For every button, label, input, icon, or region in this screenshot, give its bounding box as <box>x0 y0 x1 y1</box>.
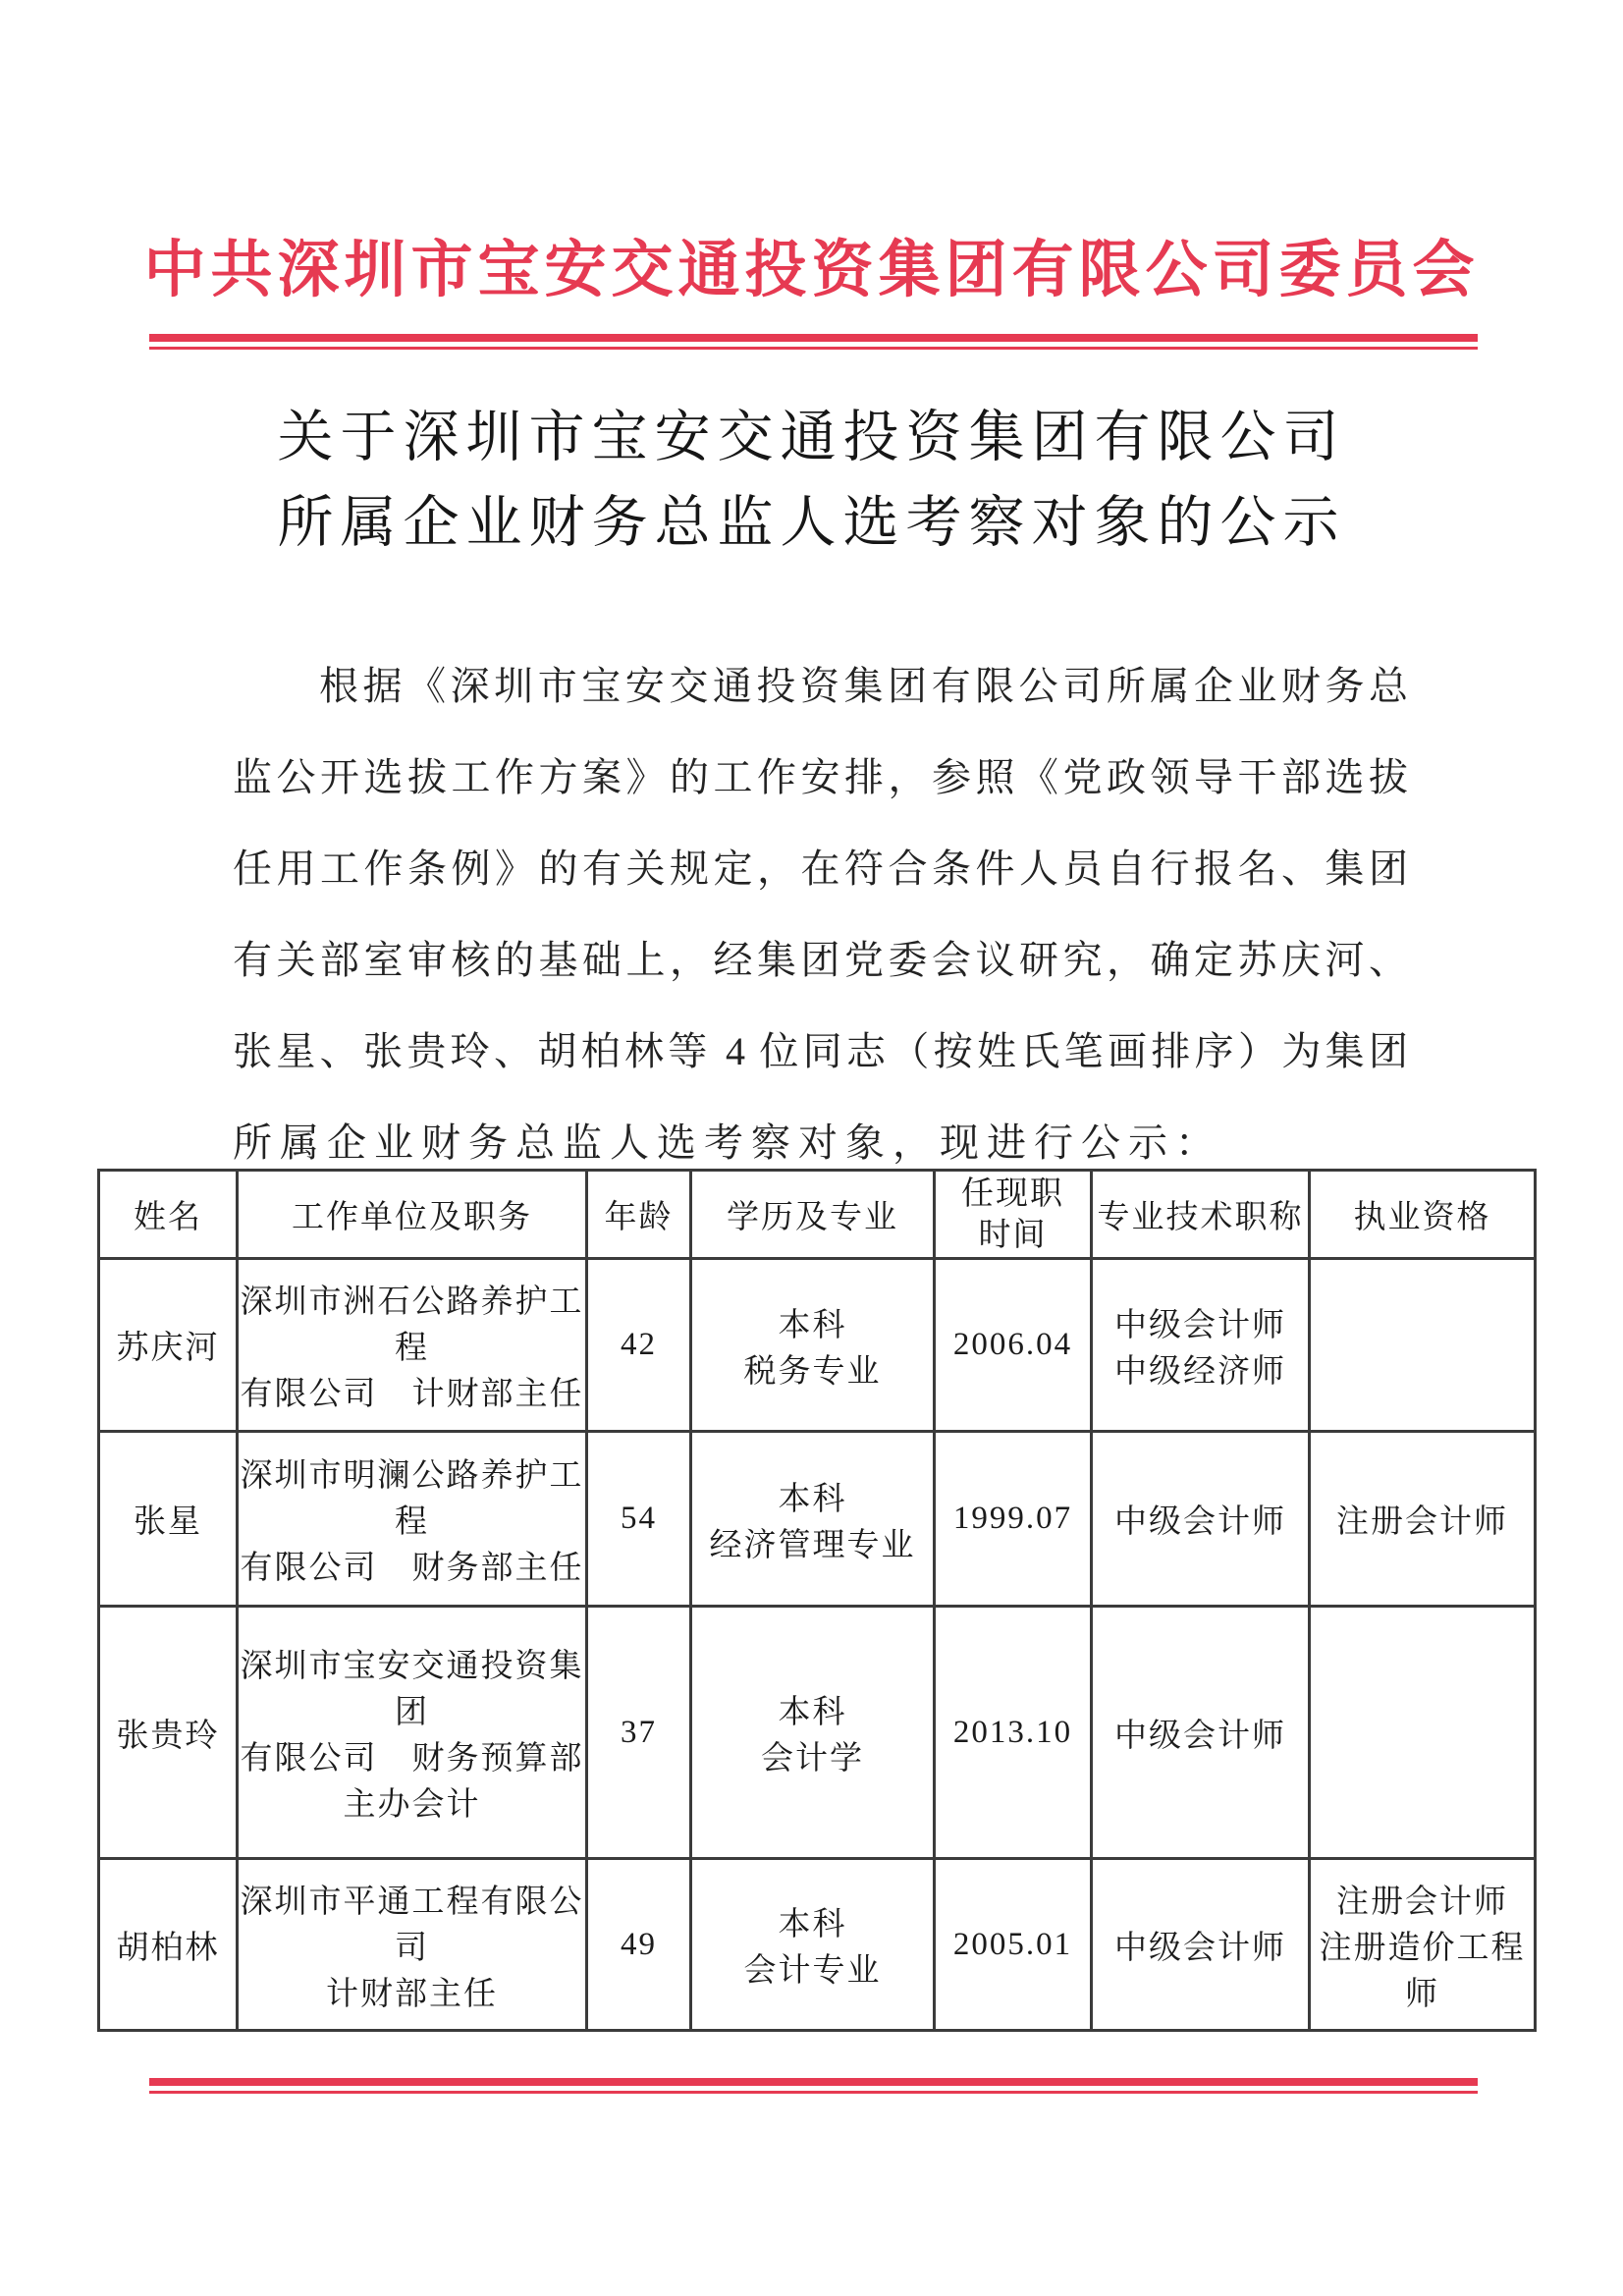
document-title-line-2: 所属企业财务总监人选考察对象的公示 <box>277 492 1346 554</box>
cell-education <box>691 1607 935 1859</box>
tenure-header-line-1: 任现职 <box>961 1175 1064 1212</box>
cell-age: 37 <box>587 1607 691 1859</box>
cell-name: 胡柏林 <box>99 1859 238 2031</box>
document-title <box>0 395 1623 566</box>
footer-double-rule <box>149 2078 1478 2094</box>
education-line: 税务专业 <box>743 1353 882 1390</box>
cell-certs <box>1310 1859 1536 2031</box>
table-row <box>99 1607 1536 1859</box>
body-paragraph <box>233 640 1408 1188</box>
paragraph-line: 有关部室审核的基础上，经集团党委会议研究，确定苏庆河、 <box>233 938 1408 982</box>
cell-tenure: 2006.04 <box>935 1259 1092 1432</box>
column-header-certs: 执业资格 <box>1310 1171 1536 1259</box>
education-line: 本科 <box>778 1907 847 1942</box>
rule-thick-line <box>149 2078 1478 2086</box>
paragraph-line: 任用工作条例》的有关规定，在符合条件人员自行报名、集团 <box>233 847 1408 891</box>
cell-titles: 中级会计师 <box>1092 1432 1310 1607</box>
header-double-rule <box>149 334 1478 350</box>
rule-thin-line <box>149 347 1478 350</box>
cell-work-unit <box>238 1607 587 1859</box>
education-line: 本科 <box>778 1307 847 1343</box>
paragraph-line: 根据《深圳市宝安交通投资集团有限公司所属企业财务总 <box>319 664 1408 708</box>
cell-name: 张贵玲 <box>99 1607 238 1859</box>
rule-thick-line <box>149 334 1478 342</box>
work-unit-line: 主办会计 <box>343 1787 481 1823</box>
org-header-title: 中共深圳市宝安交通投资集团有限公司委员会 <box>143 236 1480 304</box>
candidate-table <box>97 1169 1537 2032</box>
work-unit-line: 深圳市明澜公路养护工程 <box>240 1458 584 1540</box>
paragraph-line: 监公开选拔工作方案》的工作安排，参照《党政领导干部选拔 <box>233 755 1408 799</box>
work-unit-line: 深圳市平通工程有限公司 <box>240 1884 584 1966</box>
work-unit-line: 有限公司 财务部主任 <box>240 1551 584 1586</box>
column-header-education: 学历及专业 <box>691 1171 935 1259</box>
cell-work-unit <box>238 1259 587 1432</box>
table-header-row <box>99 1171 1536 1259</box>
column-header-name: 姓名 <box>99 1171 238 1259</box>
table-row <box>99 1432 1536 1607</box>
education-line: 会计专业 <box>743 1953 882 1989</box>
column-header-work-unit: 工作单位及职务 <box>238 1171 587 1259</box>
cell-work-unit <box>238 1859 587 2031</box>
cell-certs-empty <box>1310 1607 1536 1859</box>
cell-age: 49 <box>587 1859 691 2031</box>
cell-work-unit <box>238 1432 587 1607</box>
cell-name: 苏庆河 <box>99 1259 238 1432</box>
cell-titles: 中级会计师 <box>1092 1607 1310 1859</box>
work-unit-line: 深圳市宝安交通投资集团 <box>240 1649 584 1730</box>
cell-tenure: 1999.07 <box>935 1432 1092 1607</box>
education-line: 本科 <box>778 1481 847 1517</box>
document-title-line-1: 关于深圳市宝安交通投资集团有限公司 <box>277 407 1346 468</box>
cell-titles: 中级会计师 <box>1092 1859 1310 2031</box>
cell-certs-empty <box>1310 1259 1536 1432</box>
work-unit-line: 计财部主任 <box>326 1976 498 2012</box>
education-line: 本科 <box>778 1695 847 1730</box>
work-unit-line: 有限公司 计财部主任 <box>240 1377 584 1412</box>
cell-education <box>691 1859 935 2031</box>
table-row <box>99 1859 1536 2031</box>
work-unit-line: 深圳市洲石公路养护工程 <box>240 1285 584 1366</box>
cell-tenure: 2005.01 <box>935 1859 1092 2031</box>
rule-thin-line <box>149 2091 1478 2094</box>
paragraph-line: 所属企业财务总监人选考察对象，现进行公示： <box>233 1121 1222 1165</box>
tenure-header-line-2: 时间 <box>978 1217 1048 1253</box>
cell-age: 42 <box>587 1259 691 1432</box>
cell-certs: 注册会计师 <box>1310 1432 1536 1607</box>
cell-education <box>691 1432 935 1607</box>
cert-line: 注册造价工程师 <box>1319 1930 1526 2012</box>
education-line: 会计学 <box>761 1741 864 1777</box>
title-line: 中级会计师 <box>1114 1307 1286 1343</box>
column-header-age: 年龄 <box>587 1171 691 1259</box>
cell-titles <box>1092 1259 1310 1432</box>
table-row <box>99 1259 1536 1432</box>
cell-tenure: 2013.10 <box>935 1607 1092 1859</box>
cell-age: 54 <box>587 1432 691 1607</box>
education-line: 经济管理专业 <box>709 1527 916 1563</box>
cell-education <box>691 1259 935 1432</box>
paragraph-line: 张星、张贵玲、胡柏林等 4 位同志（按姓氏笔画排序）为集团 <box>233 1029 1408 1073</box>
title-line: 中级经济师 <box>1114 1353 1286 1390</box>
work-unit-line: 有限公司 财务预算部 <box>240 1741 584 1777</box>
column-header-tenure <box>935 1171 1092 1259</box>
column-header-titles: 专业技术职称 <box>1092 1171 1310 1259</box>
cell-name: 张星 <box>99 1432 238 1607</box>
cert-line: 注册会计师 <box>1336 1884 1508 1920</box>
